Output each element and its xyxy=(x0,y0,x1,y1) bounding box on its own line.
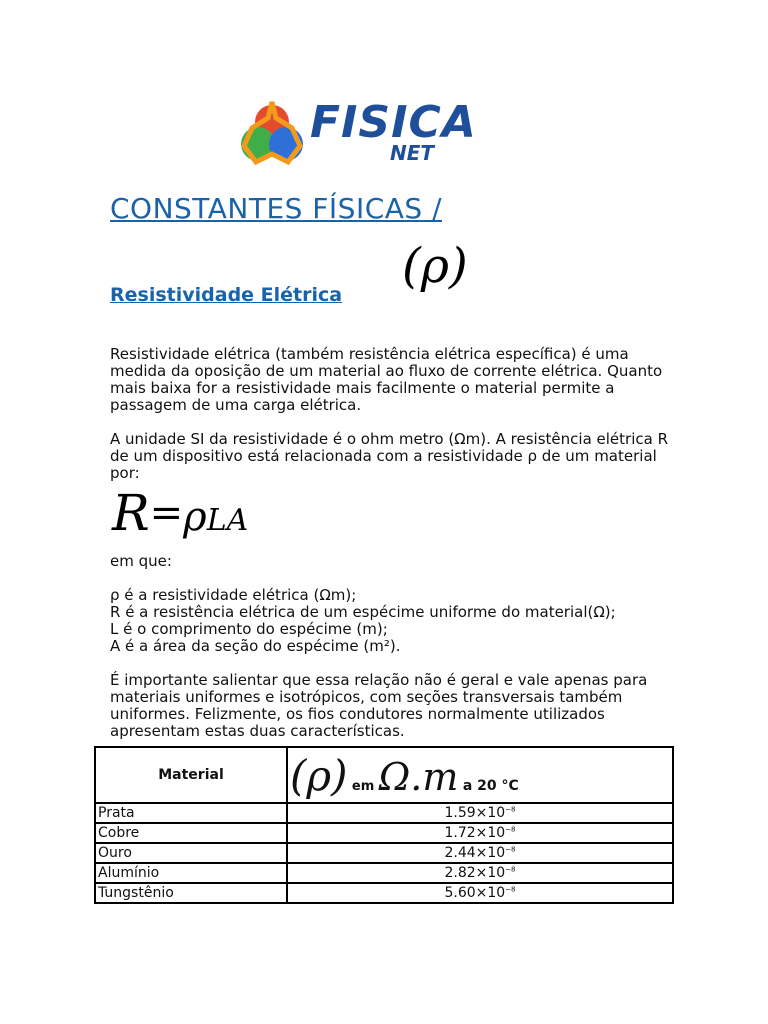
section-title[interactable]: Resistividade Elétrica xyxy=(110,284,343,306)
intro-paragraph: Resistividade elétrica (também resistência elétrica específica) é uma medida da oposição de um material ao fluxo de corrente elétrica. Quanto mais baixa for a resistividade mais facilmente o material permite a passagem de uma carga elétrica. xyxy=(110,345,663,414)
material-cell: Cobre xyxy=(95,823,287,843)
fisicanet-logo xyxy=(236,98,546,168)
header-rho: (ρ) xyxy=(290,750,348,800)
table-row xyxy=(95,803,673,823)
logo-text: FISICA xyxy=(310,97,477,148)
value-cell: $2.44\times 10^{-8}$ xyxy=(287,843,673,863)
table-row xyxy=(95,863,673,883)
resistance-formula xyxy=(112,484,248,542)
table-row xyxy=(95,823,673,843)
logo-subtext: NET xyxy=(390,141,435,165)
note-paragraph: É importante salientar que essa relação não é geral e vale apenas para materiais uniformes e isotrópicos, com seções transversais também uniformes. Felizmente, os fios condutores normalmente utilizados apresentam estas duas características. xyxy=(110,671,648,740)
formula-equals: = xyxy=(149,490,184,536)
material-cell: Alumínio xyxy=(95,863,287,883)
definition-item: L é o comprimento do espécime (m); xyxy=(110,620,388,638)
header-unit: Ω.m xyxy=(378,754,459,799)
definitions-list xyxy=(110,587,670,655)
table-row xyxy=(95,843,673,863)
table-header-row xyxy=(95,747,673,803)
unit-paragraph: A unidade SI da resistividade é o ohm metro (Ωm). A resistência elétrica R de um dispositivo está relacionada com a resistividade ρ de um material por: xyxy=(110,430,669,482)
definition-item: ρ é a resistividade elétrica (Ωm); xyxy=(110,586,357,604)
header-resistivity xyxy=(287,747,673,803)
material-cell: Tungstênio xyxy=(95,883,287,903)
value-cell: $1.72\times 10^{-8}$ xyxy=(287,823,673,843)
header-temperature: a 20 °C xyxy=(462,777,519,794)
table-row xyxy=(95,883,673,903)
material-cell: Ouro xyxy=(95,843,287,863)
trefoil-logo-icon xyxy=(236,98,308,166)
value-cell: $2.82\times 10^{-8}$ xyxy=(287,863,673,883)
em-que-text: em que: xyxy=(110,552,172,570)
definition-item: A é a área da seção do espécime (m²). xyxy=(110,637,401,655)
page-title[interactable]: CONSTANTES FÍSICAS / xyxy=(110,192,443,225)
definition-item: R é a resistência elétrica de um espécime uniforme do material(Ω); xyxy=(110,603,616,621)
value-cell: $1.59\times 10^{-8}$ xyxy=(287,803,673,823)
header-em: em xyxy=(351,778,375,794)
value-cell: $5.60\times 10^{-8}$ xyxy=(287,883,673,903)
resistivity-table xyxy=(94,746,674,904)
formula-r: R xyxy=(112,484,150,542)
rho-symbol: (ρ) xyxy=(402,238,468,294)
formula-rho: ρ xyxy=(183,494,207,540)
formula-la: LA xyxy=(206,503,249,538)
header-material: Material xyxy=(95,747,287,803)
material-cell: Prata xyxy=(95,803,287,823)
